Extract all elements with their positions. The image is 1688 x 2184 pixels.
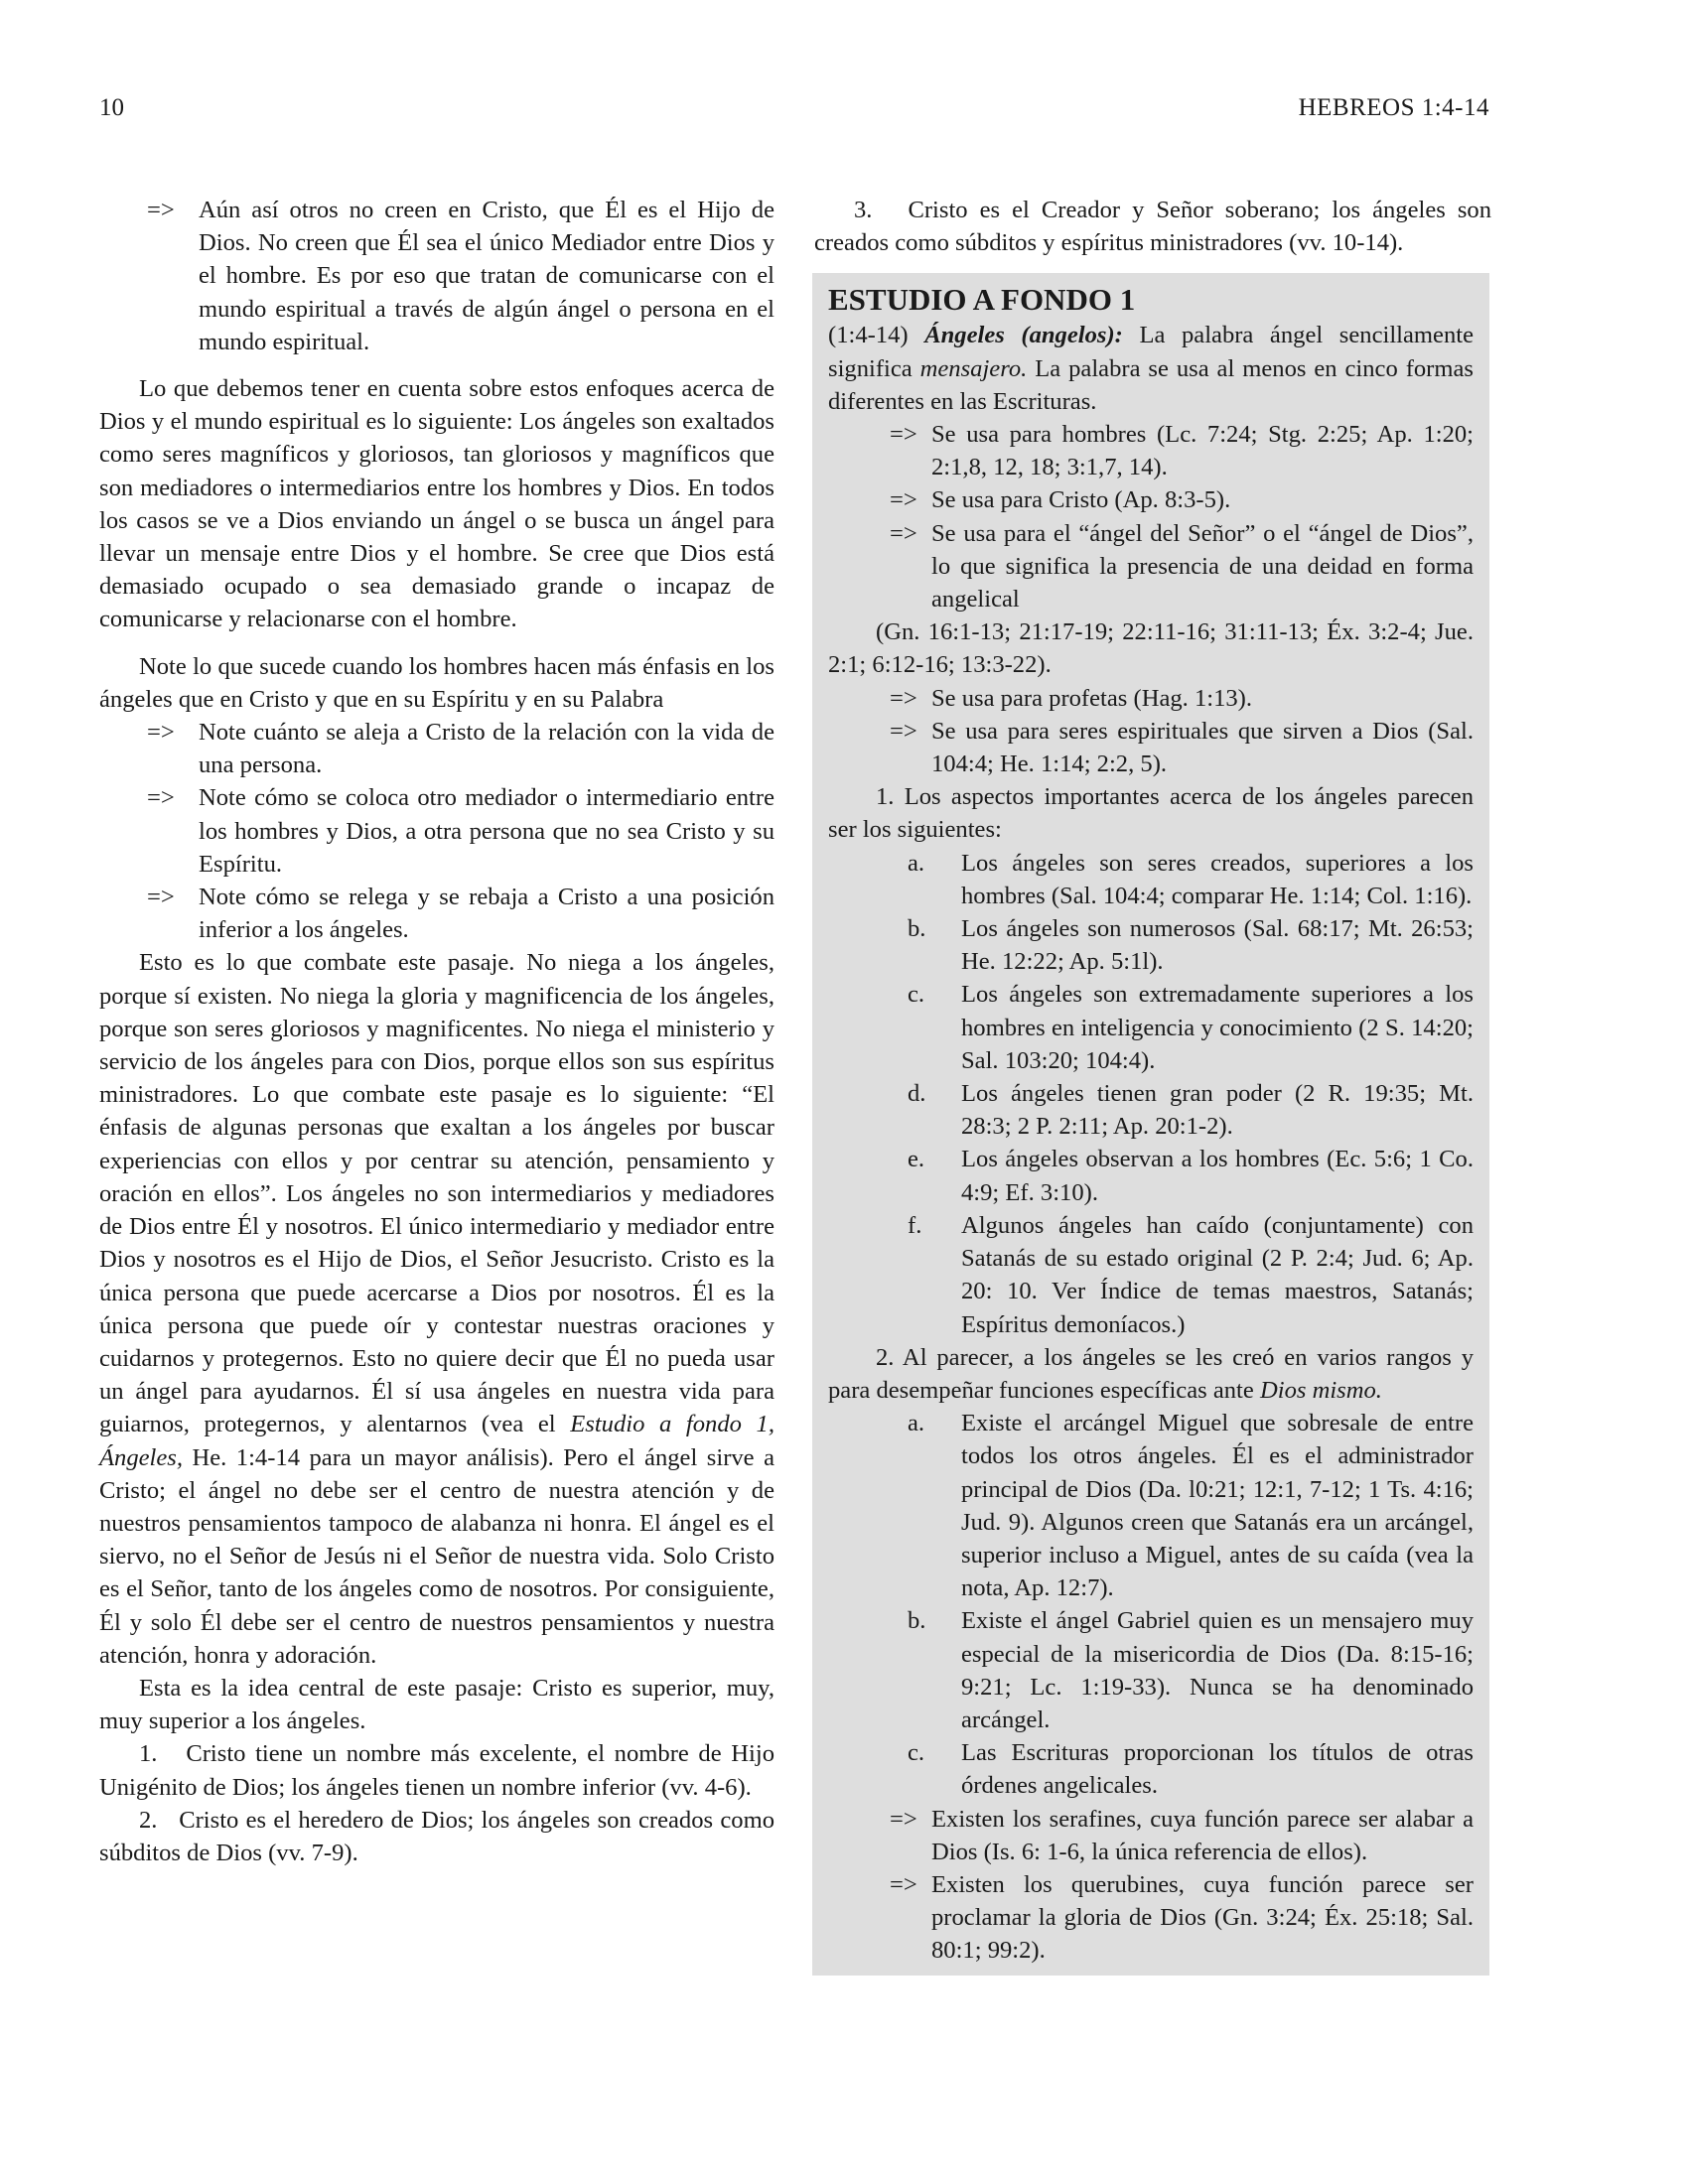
paragraph: Lo que debemos tener en cuenta sobre estos enfoques acerca de Dios y el mundo espiritual es lo siguiente: Los ángeles son exaltados como seres magníficos y gloriosos, tan gloriosos y magníficos que son mediadores o intermediarios entre los hombres y Dios. En todos los casos se ve a Dios enviando un ángel o se busca un ángel para llevar un mensaje entre Dios y el hombre. Se cree que Dios está demasiado ocupado o sea demasiado grande o incapaz de comunicarse y relacionarse con el hombre. [99, 375, 774, 633]
item-text: Existe el ángel Gabriel quien es un mensajero muy especial de la misericordia de Dios (Da. 8:15-16; 9:21; Lc. 1:19-33). Nunca se ha denominado arcángel. [961, 1607, 1474, 1733]
page-number: 10 [99, 94, 124, 121]
study-intro [828, 319, 1474, 418]
arrow-item [828, 418, 1474, 483]
item-text: Algunos ángeles han caído (conjuntamente) con Satanás de su estado original (2 P. 2:4; Jud. 6; Ap. 20: 10. Ver Índice de temas maestros, Satanás; Espíritus demoníacos.) [961, 1211, 1474, 1338]
arrow-item [828, 1803, 1474, 1868]
item-letter: f. [908, 1211, 922, 1239]
study-term: Ángeles (angelos): [924, 322, 1123, 349]
item-letter: a. [908, 849, 925, 877]
item-letter: b. [908, 915, 926, 943]
item-text: Los ángeles son numerosos (Sal. 68:17; Mt. 26:53; He. 12:22; Ap. 5:1l). [961, 915, 1474, 976]
arrow-marker: => [147, 719, 175, 747]
arrow-marker: => [890, 486, 917, 514]
item-letter: c. [908, 981, 925, 1009]
item-text: Existe el arcángel Miguel que sobresale de entre todos los otros ángeles. Él es el administrador principal de Dios (Da. l0:21; 12:1, 7-12; 1 Ts. 4:16; Jud. 9). Algunos creen que Satanás era un arcángel, superior incluso a Miguel, antes de su caída (vea la nota, Ap. 12:7). [961, 1410, 1474, 1602]
lettered-item [828, 912, 1474, 978]
aspects-intro: 1. Los aspectos importantes acerca de los ángeles parecen ser los siguientes: [828, 783, 1474, 844]
arrow-text: Existen los serafines, cuya función parece ser alabar a Dios (Is. 6: 1-6, la única referencia de ellos). [931, 1805, 1474, 1865]
numbered-point: 3. Cristo es el Creador y Señor soberano; los ángeles son creados como súbditos y espíritus ministradores (vv. 10-14). [814, 197, 1491, 257]
item-letter: a. [908, 1410, 925, 1437]
arrow-item [99, 881, 774, 946]
arrow-marker: => [147, 784, 175, 812]
ranks-intro [828, 1341, 1474, 1407]
arrow-item [828, 682, 1474, 715]
lettered-item [828, 1604, 1474, 1736]
study-title: ESTUDIO A FONDO 1 [828, 282, 1136, 318]
paragraph-text: Esto es lo que combate este pasaje. No niega a los ángeles, porque sí existen. No niega la gloria y magnificencia de los ángeles, porque son seres gloriosos y magnificentes. No niega el ministerio y servicio de los ángeles para con Dios, porque ellos son sus espíritus ministradores. Lo que combate este pasaje es lo siguiente: “El énfasis de algunas personas que exaltan a los ángeles por buscar experiencias con ellos y por centrar su atención, pensamiento y oración en ellos”. Los ángeles no son intermediarios y mediadores de Dios entre Él y nosotros. El único intermediario y mediador entre Dios y nosotros es el Hijo de Dios, el Señor Jesucristo. Cristo es la única persona que puede acercarse a Dios por nosotros. Él es la única persona que puede oír y contestar nuestras oraciones y cuidarnos y protegernos. Esto no quiere decir que Él no pueda usar un ángel para ayudarnos. Él sí usa ángeles en nuestra vida para guiarnos, protegernos, y alentarnos (vea el [99, 949, 774, 1438]
arrow-text: Se usa para profetas (Hag. 1:13). [931, 684, 1253, 712]
lettered-item [828, 1209, 1474, 1341]
ranks-intro-emphasis: Dios mismo. [1259, 1376, 1382, 1404]
arrow-text: Note cómo se relega y se rebaja a Cristo a una posición inferior a los ángeles. [199, 884, 774, 944]
arrow-item [99, 716, 774, 781]
study-text: La palabra se usa al menos en cinco formas diferentes en las Escrituras. [828, 354, 1474, 415]
item-letter: b. [908, 1607, 926, 1635]
lettered-item [828, 1143, 1474, 1208]
arrow-text: Aún así otros no creen en Cristo, que Él es el Hijo de Dios. No creen que Él sea el único Mediador entre Dios y el hombre. Es por eso que tratan de comunicarse con el mundo espiritual a través de algún ángel o persona en el mundo espiritual. [199, 197, 774, 355]
item-text: Los ángeles tienen gran poder (2 R. 19:35; Mt. 28:3; 2 P. 2:11; Ap. 20:1-2). [961, 1080, 1474, 1141]
paragraph: Esta es la idea central de este pasaje: Cristo es superior, muy, muy superior a los ángeles. [99, 1674, 774, 1735]
item-letter: d. [908, 1080, 926, 1108]
item-text: Los ángeles son extremadamente superiores a los hombres en inteligencia y conocimiento (2 S. 14:20; Sal. 103:20; 104:4). [961, 981, 1474, 1074]
item-letter: e. [908, 1146, 925, 1173]
arrow-marker: => [890, 421, 917, 449]
reference-line: (Gn. 16:1-13; 21:17-19; 22:11-16; 31:11-13; Éx. 3:2-4; Jue. 2:1; 6:12-16; 13:3-22). [828, 618, 1474, 679]
left-column [99, 194, 774, 1869]
arrow-text: Existen los querubines, cuya función parece ser proclamar la gloria de Dios (Gn. 3:24; Éx. 25:18; Sal. 80:1; 99:2). [931, 1870, 1474, 1965]
arrow-item [99, 781, 774, 881]
arrow-item [828, 715, 1474, 780]
item-text: Los ángeles observan a los hombres (Ec. 5:6; 1 Co. 4:9; Ef. 3:10). [961, 1146, 1474, 1206]
arrow-marker: => [890, 1805, 917, 1833]
arrow-marker: => [147, 197, 175, 223]
arrow-marker: => [890, 519, 917, 547]
arrow-text: Note cómo se coloca otro mediador o intermediario entre los hombres y Dios, a otra persona que no sea Cristo y su Espíritu. [199, 784, 774, 878]
arrow-marker: => [890, 1870, 917, 1898]
arrow-marker: => [890, 717, 917, 745]
ranks-intro-text: 2. Al parecer, a los ángeles se les creó en varios rangos y para desempeñar funciones específicas ante [828, 1343, 1474, 1404]
study-box [812, 273, 1489, 1975]
study-emphasis: mensajero. [919, 354, 1028, 382]
arrow-text: Se usa para seres espirituales que sirven a Dios (Sal. 104:4; He. 1:14; 2:2, 5). [931, 717, 1474, 778]
arrow-text: Note cuánto se aleja a Cristo de la relación con la vida de una persona. [199, 719, 774, 779]
item-text: Los ángeles son seres creados, superiores a los hombres (Sal. 104:4; comparar He. 1:14; Col. 1:16). [961, 849, 1474, 909]
arrow-item [828, 517, 1474, 616]
paragraph [99, 946, 774, 1671]
paragraph: Note lo que sucede cuando los hombres hacen más énfasis en los ángeles que en Cristo y que en su Espíritu y en su Palabra [99, 652, 774, 713]
running-head: HEBREOS 1:4-14 [1298, 94, 1489, 121]
study-ref: (1:4-14) [828, 322, 909, 349]
right-column [814, 194, 1491, 1976]
arrow-item [828, 483, 1474, 516]
lettered-item [828, 1077, 1474, 1143]
arrow-item [99, 194, 774, 358]
item-text: Las Escrituras proporcionan los títulos de otras órdenes angelicales. [961, 1739, 1474, 1800]
lettered-item [828, 1736, 1474, 1802]
arrow-marker: => [147, 884, 175, 911]
study-text: La palabra ángel sencillamente significa [828, 322, 1474, 382]
paragraph-emphasis: Estudio a fondo 1, Ángeles, [99, 1411, 774, 1471]
arrow-text: Se usa para hombres (Lc. 7:24; Stg. 2:25; Ap. 1:20; 2:1,8, 12, 18; 3:1,7, 14). [931, 421, 1474, 481]
arrow-text: Se usa para el “ángel del Señor” o el “ángel de Dios”, lo que significa la presencia de una deidad en forma angelical [931, 519, 1474, 614]
arrow-marker: => [890, 684, 917, 712]
page-header [99, 94, 1489, 134]
lettered-item [828, 978, 1474, 1077]
numbered-point: 2. Cristo es el heredero de Dios; los ángeles son creados como súbditos de Dios (vv. 7-9). [99, 1806, 774, 1866]
arrow-text: Se usa para Cristo (Ap. 8:3-5). [931, 486, 1231, 514]
lettered-item [828, 1407, 1474, 1604]
numbered-point: 1. Cristo tiene un nombre más excelente, el nombre de Hijo Unigénito de Dios; los ángeles tienen un nombre inferior (vv. 4-6). [99, 1740, 774, 1801]
item-letter: c. [908, 1739, 925, 1767]
arrow-item [828, 1868, 1474, 1968]
paragraph-text: He. 1:4-14 para un mayor análisis). Pero el ángel sirve a Cristo; el ángel no debe ser el centro de nuestra atención y de nuestros pensamientos tampoco de alabanza ni honra. El ángel es el siervo, no el Señor de Jesús ni el Señor de nuestra vida. Solo Cristo es el Señor, tanto de los ángeles como de nosotros. Por consiguiente, Él y solo Él debe ser el centro de nuestros pensamientos y nuestra atención, honra y adoración. [99, 1443, 774, 1669]
lettered-item [828, 847, 1474, 912]
